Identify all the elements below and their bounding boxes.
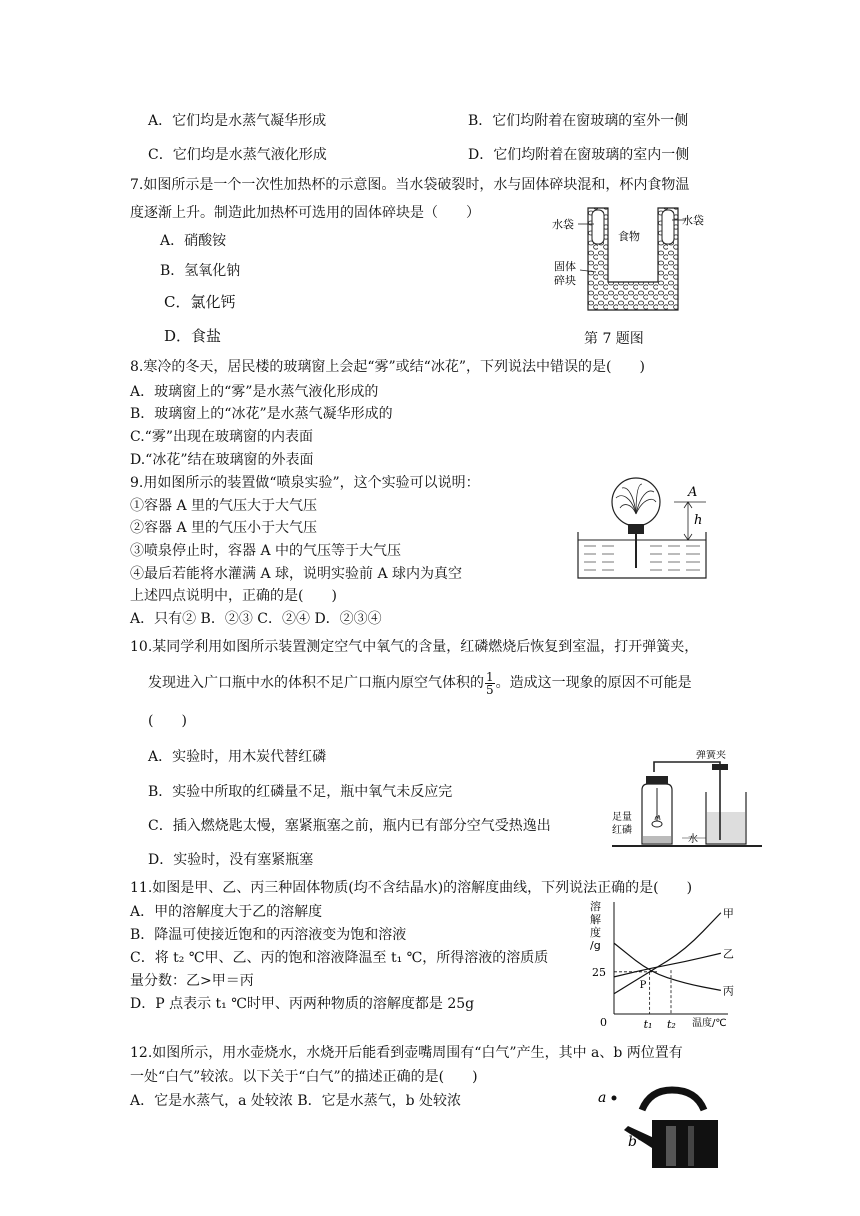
fraction-numerator: 1 — [486, 669, 494, 684]
q8-option-c: C.“雾”出现在玻璃窗的内表面 — [130, 429, 313, 445]
origin-label: 0 — [600, 1016, 607, 1028]
label-h: h — [694, 513, 703, 528]
series-label-1: 乙 — [722, 947, 734, 961]
q10-stem-line2-part2: 。造成这一现象的原因不可能是 — [495, 675, 692, 691]
q12-stem-line2: 一处“白气”较浓。以下关于“白气”的描述正确的是( ) — [130, 1069, 478, 1085]
q7-stem-line1: 7.如图所示是一个一次性加热杯的示意图。当水袋破裂时，水与固体碎块混和，杯内食物温 — [130, 177, 690, 193]
q10-stem-line1: 10.某同学利用如图所示装置测定空气中氧气的含量，红磷燃烧后恢复到室温，打开弹簧夹， — [130, 639, 699, 655]
y-axis-label-char: 解 — [590, 913, 601, 926]
kettle-figure — [592, 1086, 718, 1168]
label-A: A — [688, 485, 698, 500]
q12-stem-line1: 12.如图所示，用水壶烧水，水烧开后能看到壶嘴周围有“白气”产生，其中 a、b 两位置有 — [130, 1045, 683, 1061]
q6-option-a: A．它们均是水蒸气凝华形成 — [148, 113, 327, 129]
q11-option-b: B．降温可使接近饱和的丙溶液变为饱和溶液 — [130, 927, 407, 943]
label-enough-2: 红磷 — [612, 825, 632, 836]
q11-option-c-line2: 量分数：乙>甲＝丙 — [130, 973, 254, 989]
q10-option-b: B．实验中所取的红磷量不足，瓶中氧气未反应完 — [148, 784, 453, 800]
q7-figure-caption: 第 7 题图 — [584, 331, 644, 347]
phosphorus-apparatus-figure — [612, 750, 762, 860]
label-b: b — [628, 1134, 637, 1150]
x-tick-t2: t₂ — [667, 1018, 676, 1028]
label-solid-2: 碎块 — [554, 274, 576, 287]
q6-option-c: C．它们均是水蒸气液化形成 — [148, 147, 327, 163]
q7-option-c: C．氯化钙 — [164, 293, 236, 311]
label-solid-1: 固体 — [554, 260, 576, 273]
x-tick-t1: t₁ — [643, 1018, 653, 1028]
q10-option-a: A．实验时，用木炭代替红磷 — [148, 749, 327, 765]
q11-stem: 11.如图是甲、乙、丙三种固体物质(均不含结晶水)的溶解度曲线，下列说法正确的是( ) — [130, 880, 693, 896]
q9-options: A．只有② B．②③ C．②④ D．②③④ — [130, 611, 382, 627]
q9-statement-2: ②容器 A 里的气压小于大气压 — [130, 520, 318, 536]
label-water-bag-left: 水袋 — [552, 218, 574, 231]
fountain-figure — [576, 468, 710, 580]
q11-option-c-line1: C．将 t₂ ℃甲、乙、丙的饱和溶液降温至 t₁ ℃，所得溶液的溶质质 — [130, 950, 549, 966]
q10-option-d: D．实验时，没有塞紧瓶塞 — [148, 852, 314, 868]
q9-stem: 9.用如图所示的装置做“喷泉实验”，这个实验可以说明： — [130, 475, 480, 491]
one-fifth-fraction — [485, 671, 495, 696]
q10-stem-line2 — [148, 668, 692, 698]
q7-option-d: D．食盐 — [164, 327, 222, 345]
q7-option-a: A．硝酸铵 — [160, 233, 227, 249]
q8-option-a: A．玻璃窗上的“雾”是水蒸气液化形成的 — [130, 384, 379, 400]
label-spring-clamp: 弹簧夹 — [696, 750, 726, 761]
q8-stem: 8.寒冷的冬天，居民楼的玻璃窗上会起“雾”或结“冰花”，下列说法中错误的是( ) — [130, 359, 645, 375]
q8-option-b: B．玻璃窗上的“冰花”是水蒸气凝华形成的 — [130, 406, 393, 422]
q8-option-d: D.“冰花”结在玻璃窗的外表面 — [130, 452, 314, 468]
y-tick-25: 25 — [592, 965, 606, 979]
fraction-denominator: 5 — [486, 682, 494, 697]
q6-option-d: D．它们均附着在窗玻璃的室内一侧 — [468, 147, 690, 163]
q7-stem-line2: 度逐渐上升。制造此加热杯可选用的固体碎块是（ ） — [130, 205, 480, 221]
point-P-label: P — [639, 979, 647, 991]
x-axis-label: 温度/℃ — [692, 1018, 727, 1028]
q9-statement-1: ①容器 A 里的气压大于大气压 — [130, 498, 318, 514]
q10-answer-paren: ( ) — [148, 713, 187, 729]
q6-option-b: B．它们均附着在窗玻璃的室外一侧 — [468, 113, 689, 129]
y-axis-unit: /g — [590, 939, 601, 952]
label-a: a — [598, 1090, 607, 1106]
q10-stem-line2-part1: 发现进入广口瓶中水的体积不足广口瓶内原空气体积的 — [148, 675, 484, 691]
q11-option-a: A．甲的溶解度大于乙的溶解度 — [130, 904, 323, 920]
q9-statement-4: ④最后若能将水灌满 A 球，说明实验前 A 球内为真空 — [130, 566, 463, 582]
series-label-0: 甲 — [722, 906, 734, 920]
q12-options-ab: A．它是水蒸气，a 处较浓 B．它是水蒸气，b 处较浓 — [130, 1093, 462, 1109]
y-axis-label-char: 溶 — [590, 900, 601, 913]
label-water: 水 — [688, 834, 698, 845]
series-line-0 — [614, 913, 721, 994]
series-label-2: 丙 — [722, 984, 734, 998]
q10-option-c: C．插入燃烧匙太慢，塞紧瓶塞之前，瓶内已有部分空气受热逸出 — [148, 818, 551, 834]
solubility-chart — [588, 896, 738, 1028]
q9-statement-5: 上述四点说明中，正确的是( ) — [130, 588, 337, 604]
y-axis-label-char: 度 — [590, 926, 601, 939]
label-food: 食物 — [618, 230, 640, 243]
heating-cup-figure — [548, 200, 708, 320]
label-enough-1: 足量 — [612, 812, 632, 823]
label-water-bag-right: 水袋 — [682, 214, 704, 227]
q7-option-b: B．氢氧化钠 — [160, 263, 241, 279]
q11-option-d: D．P 点表示 t₁ ℃时甲、丙两种物质的溶解度都是 25g — [130, 996, 475, 1012]
q9-statement-3: ③喷泉停止时，容器 A 中的气压等于大气压 — [130, 543, 402, 559]
